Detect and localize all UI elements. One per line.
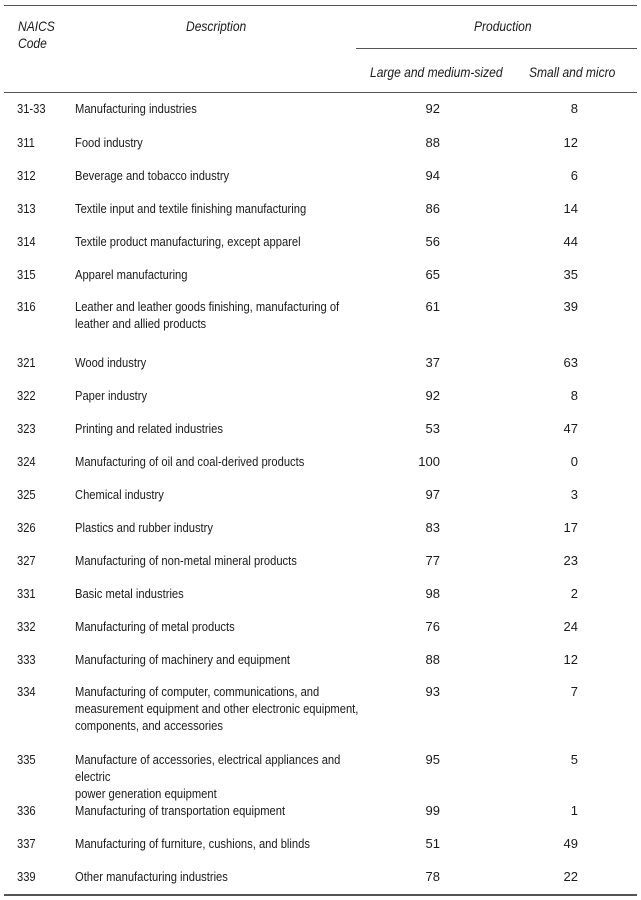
table-top-rule [4,5,637,6]
small-micro-value: 22 [563,869,578,884]
description-line: Wood industry [75,355,147,370]
large-medium-value: 100 [418,454,440,469]
naics-code-cell [17,618,67,635]
naics-code-cell [17,387,67,404]
description-line: Manufacture of accessories, electrical appliances and electric [75,752,341,784]
description-cell [75,552,365,569]
small-micro-value: 63 [563,355,578,370]
description-line: Leather and leather goods finishing, manufacturing of [75,299,340,314]
naics-code-text: 337 [17,836,36,851]
description-line: Printing and related industries [75,421,223,436]
naics-code-cell [17,354,67,371]
small-micro-value: 44 [563,234,578,249]
naics-code-text: 336 [17,803,36,818]
naics-code-text: 335 [17,752,36,767]
description-cell [75,519,365,536]
small-micro-value: 14 [563,201,578,216]
header-naics-line-2: Code [18,35,47,51]
large-medium-value: 65 [425,267,440,282]
naics-code-text: 313 [17,201,36,216]
naics-code-text: 324 [17,454,36,469]
naics-code-text: 325 [17,487,36,502]
small-micro-value: 17 [563,520,578,535]
header-description: Description [186,18,247,34]
description-line: Manufacturing of oil and coal-derived products [75,454,305,469]
naics-code-cell [17,134,67,151]
naics-code-cell [17,298,67,315]
description-line: Textile product manufacturing, except apparel [75,234,301,249]
naics-code-text: 312 [17,168,36,183]
header-naics-line-1: NAICS [18,18,55,34]
production-subheader-rule [356,48,637,49]
large-medium-value: 88 [425,652,440,667]
naics-code-text: 327 [17,553,36,568]
description-line: Plastics and rubber industry [75,520,213,535]
description-line: Apparel manufacturing [75,267,188,282]
description-cell [75,420,365,437]
small-micro-value: 2 [570,586,578,601]
naics-code-cell [17,868,67,885]
small-micro-value: 23 [563,553,578,568]
naics-code-text: 326 [17,520,36,535]
large-medium-value: 56 [425,234,440,249]
description-line: Textile input and textile finishing manufacturing [75,201,307,216]
large-medium-value: 83 [425,520,440,535]
description-line: Manufacturing of transportation equipment [75,803,286,818]
header-small-and-micro: Small and micro [529,64,616,80]
description-cell [75,618,365,635]
naics-code-text: 316 [17,299,36,314]
naics-code-cell [17,751,67,768]
naics-code-cell [17,683,67,700]
small-micro-value: 8 [570,388,578,403]
large-medium-value: 97 [425,487,440,502]
header-large-and-medium: Large and medium-sized [370,64,503,80]
small-micro-value: 1 [570,803,578,818]
naics-code-cell [17,167,67,184]
naics-code-cell [17,835,67,852]
naics-code-text: 323 [17,421,36,436]
naics-code-cell [17,486,67,503]
naics-code-text: 333 [17,652,36,667]
large-medium-value: 61 [425,299,440,314]
description-cell [75,354,365,371]
small-micro-value: 8 [570,101,578,116]
large-medium-value: 51 [425,836,440,851]
description-cell [75,233,365,250]
large-medium-value: 86 [425,201,440,216]
small-micro-value: 39 [563,299,578,314]
naics-code-text: 322 [17,388,36,403]
large-medium-value: 98 [425,586,440,601]
description-cell [75,100,365,117]
description-line: Manufacturing of metal products [75,619,235,634]
description-cell [75,486,365,503]
small-micro-value: 47 [563,421,578,436]
description-cell [75,683,365,734]
description-cell [75,266,365,283]
large-medium-value: 37 [425,355,440,370]
small-micro-value: 0 [570,454,578,469]
small-micro-value: 5 [570,752,578,767]
description-line: Basic metal industries [75,586,184,601]
description-cell [75,453,365,470]
large-medium-value: 92 [425,388,440,403]
large-medium-value: 99 [425,803,440,818]
large-medium-value: 92 [425,101,440,116]
naics-code-cell [17,100,67,117]
naics-code-text: 332 [17,619,36,634]
description-line: Manufacturing of furniture, cushions, and blinds [75,836,310,851]
naics-code-text: 315 [17,267,36,282]
description-line: Food industry [75,135,143,150]
small-micro-value: 24 [563,619,578,634]
naics-code-cell [17,233,67,250]
naics-code-cell [17,519,67,536]
description-cell [75,200,365,217]
naics-code-text: 334 [17,684,36,699]
small-micro-value: 7 [570,684,578,699]
description-line: Manufacturing industries [75,101,197,116]
small-micro-value: 12 [563,135,578,150]
description-line: Paper industry [75,388,148,403]
naics-code-text: 331 [17,586,36,601]
description-cell [75,167,365,184]
small-micro-value: 12 [563,652,578,667]
table-bottom-rule [4,894,637,896]
naics-code-cell [17,453,67,470]
large-medium-value: 78 [425,869,440,884]
naics-code-cell [17,552,67,569]
naics-code-cell [17,200,67,217]
description-cell [75,387,365,404]
description-cell [75,835,365,852]
naics-code-text: 314 [17,234,36,249]
naics-code-text: 321 [17,355,36,370]
description-line: measurement equipment and other electronic equipment, [75,701,359,716]
naics-code-cell [17,651,67,668]
description-line: Beverage and tobacco industry [75,168,230,183]
small-micro-value: 6 [570,168,578,183]
description-line: Manufacturing of computer, communications, and [75,684,320,699]
small-micro-value: 35 [563,267,578,282]
description-cell [75,651,365,668]
naics-code-cell [17,802,67,819]
description-line: components, and accessories [75,718,223,733]
large-medium-value: 93 [425,684,440,699]
small-micro-value: 49 [563,836,578,851]
large-medium-value: 76 [425,619,440,634]
header-production: Production [474,18,532,34]
large-medium-value: 95 [425,752,440,767]
naics-code-text: 31-33 [17,101,46,116]
large-medium-value: 94 [425,168,440,183]
description-cell [75,585,365,602]
description-line: leather and allied products [75,316,207,331]
description-cell [75,298,365,332]
description-line: power generation equipment [75,786,217,801]
large-medium-value: 53 [425,421,440,436]
description-line: Chemical industry [75,487,164,502]
naics-code-text: 311 [17,135,35,150]
header-naics-code [18,18,61,52]
small-micro-value: 3 [570,487,578,502]
large-medium-value: 88 [425,135,440,150]
description-cell [75,751,365,802]
description-line: Manufacturing of machinery and equipment [75,652,291,667]
large-medium-value: 77 [425,553,440,568]
naics-code-cell [17,420,67,437]
description-line: Other manufacturing industries [75,869,228,884]
description-cell [75,134,365,151]
naics-code-text: 339 [17,869,36,884]
naics-code-cell [17,585,67,602]
header-bottom-rule [4,92,637,93]
naics-code-cell [17,266,67,283]
description-line: Manufacturing of non-metal mineral products [75,553,297,568]
description-cell [75,868,365,885]
description-cell [75,802,365,819]
